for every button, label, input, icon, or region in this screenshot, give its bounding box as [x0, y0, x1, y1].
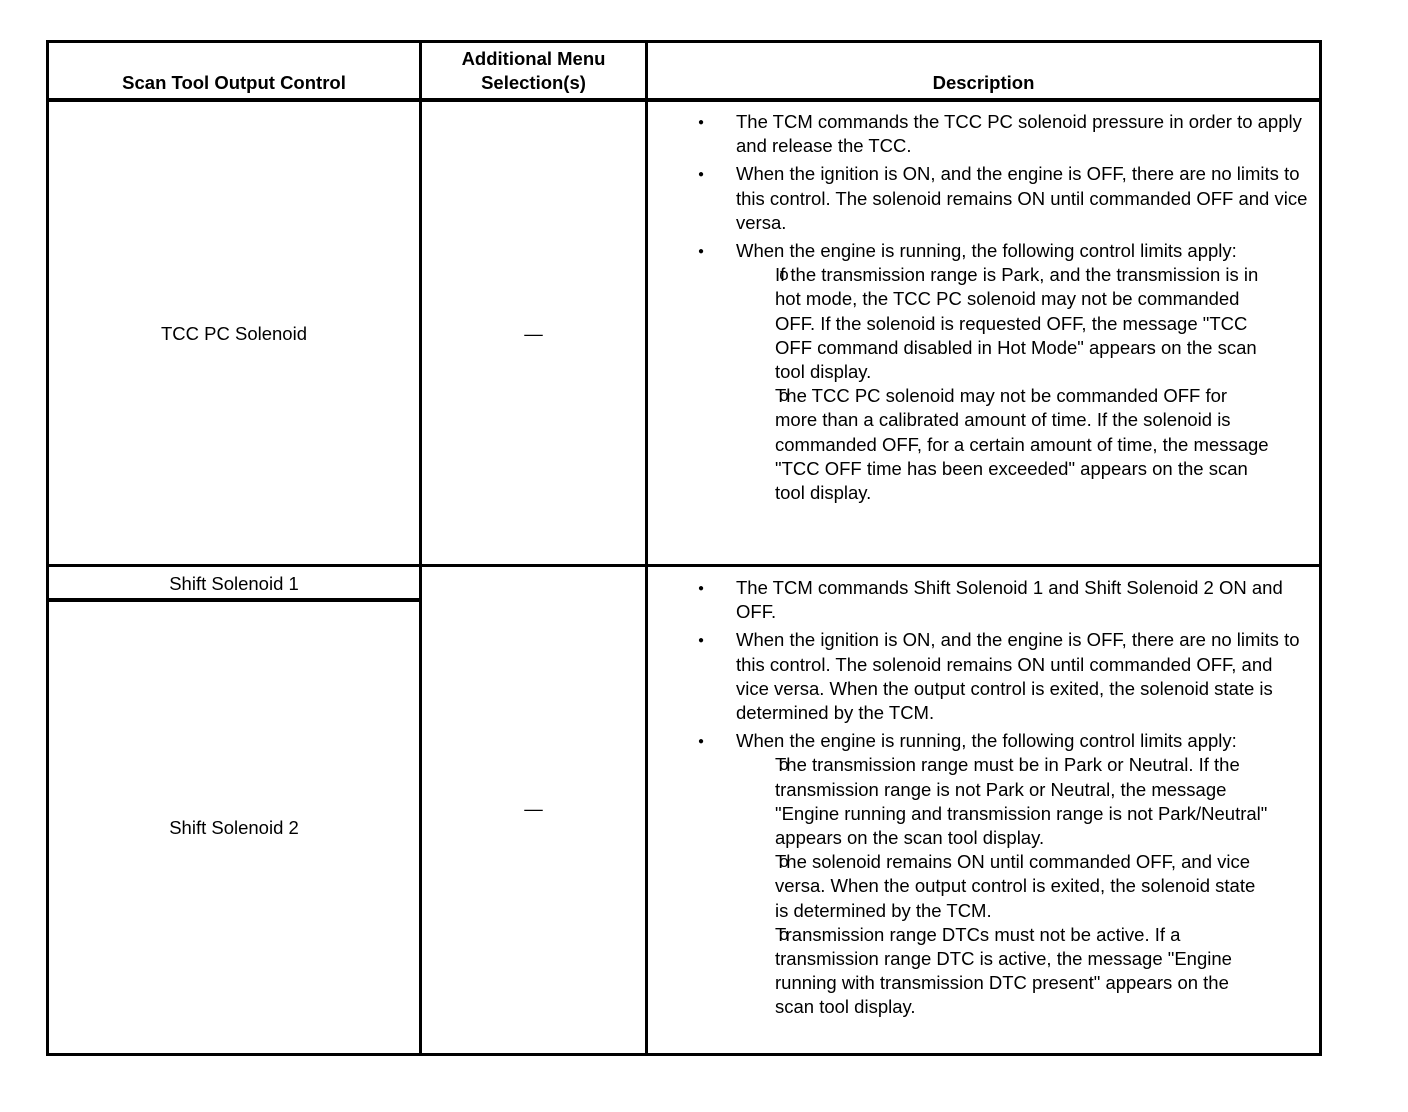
sub-bullet-icon: [777, 753, 791, 777]
list-item: [690, 628, 1310, 725]
list-item: [690, 576, 1310, 624]
sub-list-item-text: If the transmission range is Park, and the transmission is in hot mode, the TCC PC solenoid may not be commanded OFF. If the solenoid is requested OFF, the message "TCC OFF command disabled in Hot Mode" appears on the scan tool display.: [775, 264, 1259, 383]
list-item: [690, 162, 1310, 235]
row1-description: [690, 110, 1320, 509]
row2-additional: —: [524, 798, 543, 819]
sub-bullet-icon: [777, 923, 791, 947]
table-border-left: [46, 40, 49, 1056]
sub-list-item-text: Transmission range DTCs must not be active. If a transmission range DTC is active, the message "Engine running with transmission DTC present" appears on the scan tool display.: [775, 923, 1232, 1018]
list-item: [690, 110, 1310, 158]
sub-list-item: [690, 753, 1272, 850]
sub-list-item: [690, 263, 1272, 384]
list-item-text: The TCM commands Shift Solenoid 1 and Shift Solenoid 2 ON and OFF.: [736, 577, 1283, 623]
header-additional-line1: Additional Menu: [461, 48, 606, 69]
row2-control-b: Shift Solenoid 2: [169, 817, 299, 838]
header-additional-line2: Selection(s): [481, 72, 586, 93]
row2-control-a: Shift Solenoid 1: [169, 573, 299, 594]
sub-bullet-icon: [777, 850, 791, 874]
header-additional-menu: [422, 47, 645, 95]
list-item-text: When the ignition is ON, and the engine is OFF, there are no limits to this control. The solenoid remains ON until commanded OFF and vice versa.: [736, 163, 1308, 233]
row1-additional: —: [524, 323, 543, 344]
list-item-text: When the engine is running, the following control limits apply:: [736, 730, 1237, 752]
sub-list-item-text: The transmission range must be in Park or Neutral. If the transmission range is not Park or Neutral, the message "Engine running and transmission range is not Park/Neutral" appears on the scan tool display.: [775, 754, 1268, 849]
sub-bullet-icon: [777, 263, 791, 287]
sub-list-item-text: The TCC PC solenoid may not be commanded OFF for more than a calibrated amount of time. If the solenoid is commanded OFF, for a certain amount of time, the message "TCC OFF time has been exceeded" appears on the scan tool display.: [775, 385, 1269, 504]
list-item: [690, 239, 1310, 505]
header-divider: [46, 98, 1322, 102]
row1-control: TCC PC Solenoid: [160, 323, 307, 344]
sub-list-item-text: The solenoid remains ON until commanded OFF, and vice versa. When the output control is exited, the solenoid state is determined by the TCM.: [775, 851, 1256, 921]
column-divider-2: [645, 40, 648, 1056]
list-item-text: The TCM commands the TCC PC solenoid pressure in order to apply and release the TCC.: [736, 111, 1302, 157]
sub-list-item: [690, 384, 1272, 505]
table-border-top: [46, 40, 1322, 43]
sub-list-item: [690, 850, 1272, 923]
row-divider: [46, 564, 1322, 567]
header-description: Description: [932, 72, 1035, 93]
bullet-icon: [694, 628, 708, 656]
list-item-text: When the ignition is ON, and the engine is OFF, there are no limits to this control. The solenoid remains ON until commanded OFF, and vice versa. When the output control is exited, the solenoid state is determined by the TCM.: [736, 629, 1300, 724]
sub-list-item: [690, 923, 1272, 1020]
bullet-icon: [694, 576, 708, 604]
bullet-icon: [694, 110, 708, 138]
bullet-icon: [694, 162, 708, 190]
sub-bullet-icon: [777, 384, 791, 408]
table-border-bottom: [46, 1053, 1322, 1056]
column-divider-1: [419, 40, 422, 1056]
sub-row-divider: [46, 598, 422, 602]
list-item: [690, 729, 1310, 1019]
list-item-text: When the engine is running, the following control limits apply:: [736, 240, 1237, 262]
row2-description: [690, 576, 1320, 1024]
header-scan-tool-output-control: Scan Tool Output Control: [122, 72, 346, 93]
